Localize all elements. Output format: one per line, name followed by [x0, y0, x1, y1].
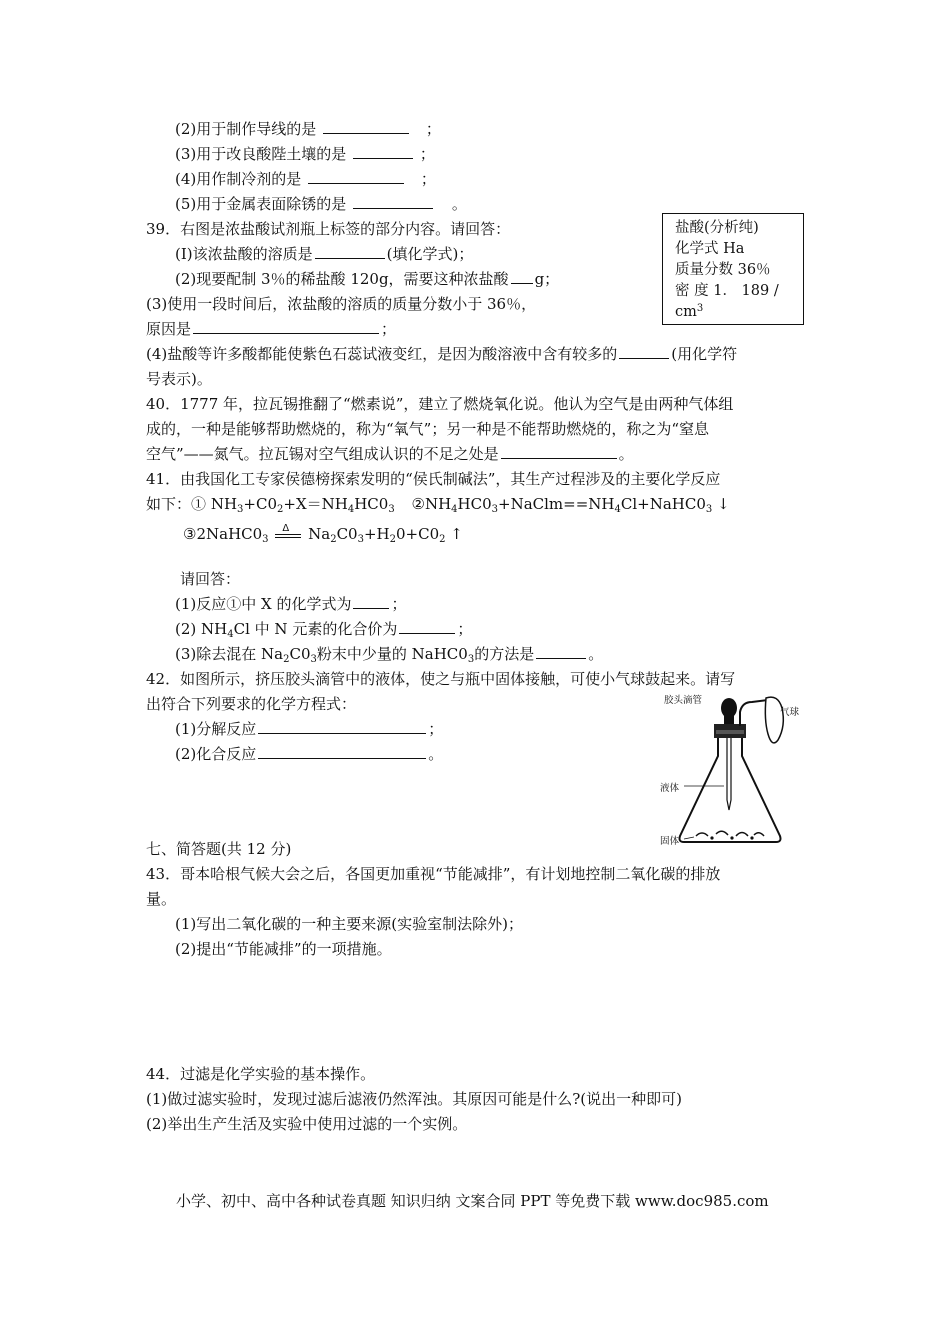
- q40-line-3: 空气”——氮气。拉瓦锡对空气组成认识的不足之处是 。: [146, 445, 634, 463]
- section-7-title: 七、简答题(共 12 分): [146, 840, 292, 858]
- q43-line-2: 量。: [146, 890, 177, 908]
- label-dropper: 胶头滴管: [664, 695, 703, 706]
- q39-part-4: (4)盐酸等许多酸都能使紫色石蕊试液变红，是因为酸溶液中含有较多的 (用化学符: [146, 345, 738, 363]
- answer-blank[interactable]: [536, 643, 586, 659]
- q41-ask: 请回答：: [180, 570, 241, 588]
- q38-item-3: (3)用于改良酸陛土壤的是 ；: [175, 145, 435, 163]
- q42-line-2: 出符合下列要求的化学方程式：: [146, 695, 357, 713]
- answer-blank[interactable]: [399, 618, 455, 634]
- heat-condition-arrow: Δ: [273, 528, 303, 542]
- q41-equation-3: $③2NaHC0_3$ Δ $Na_2C0_3+H_20+C0_2$ ↑: [183, 523, 463, 545]
- q41-part-1: (1)反应①中 X 的化学式为 ；: [175, 595, 407, 613]
- equation-1: $NH_3+C0_2+X=NH_4HC0_3$: [210, 495, 395, 515]
- label-density: 密 度 1． 189 /: [675, 283, 779, 299]
- label-solid: 固体: [660, 836, 680, 847]
- answer-blank[interactable]: [353, 193, 433, 209]
- q44-line-1: 44．过滤是化学实验的基本操作。: [146, 1065, 376, 1083]
- answer-blank[interactable]: [353, 593, 389, 609]
- q38-item-2: (2)用于制作导线的是 ；: [175, 120, 441, 138]
- q41-line-1: 41．由我国化工专家侯德榜探索发明的“侯氏制碱法”，其生产过程涉及的主要化学反应: [146, 470, 721, 488]
- label-formula: 化学式 Ha: [675, 241, 745, 257]
- q42-part-1: (1)分解反应 ；: [175, 720, 444, 738]
- q43-line-1: 43．哥本哈根气候大会之后，各国更加重视“节能减排”，有计划地控制二氧化碳的排放: [146, 865, 721, 883]
- q38-item-5: (5)用于金属表面除锈的是 。: [175, 195, 467, 213]
- q44-part-1: (1)做过滤实验时，发现过滤后滤液仍然浑浊。其原因可能是什么?(说出一种即可): [146, 1090, 682, 1108]
- answer-blank[interactable]: [511, 268, 533, 284]
- equation-3: $2NaHC0_3$: [196, 525, 269, 545]
- q39-stem: 39．右图是浓盐酸试剂瓶上标签的部分内容。请回答：: [146, 220, 511, 238]
- q43-part-2: (2)提出“节能减排”的一项措施。: [175, 940, 392, 958]
- q39-part-1: (I)该浓盐酸的溶质是 (填化学式)；: [175, 245, 474, 263]
- q41-equations-1-2: 如下：① $NH_3+C0_2+X=NH_4HC0_3$ $②NH_4HC0_3+NaClm==NH_4Cl+NaHC0_3$ ↓: [146, 495, 730, 515]
- label-density-unit: $cm^3$: [675, 303, 704, 320]
- q42-part-2: (2)化合反应 。: [175, 745, 444, 763]
- q39-part-4-cont: 号表示)。: [146, 370, 212, 388]
- label-mass-fraction: 质量分数 36％: [675, 262, 771, 278]
- q39-part-3: (3)使用一段时间后，浓盐酸的溶质的质量分数小于 36％，: [146, 295, 537, 313]
- label-liquid: 液体: [660, 783, 680, 794]
- answer-blank[interactable]: [353, 143, 413, 159]
- q40-line-2: 成的，一种是能够帮助燃烧的，称为“氧气”；另一种是不能帮助燃烧的，称之为“窒息: [146, 420, 710, 438]
- reagent-label-box: [662, 213, 804, 325]
- q44-part-2: (2)举出生产生活及实验中使用过滤的一个实例。: [146, 1115, 468, 1133]
- page-footer: 小学、初中、高中各种试卷真题 知识归纳 文案合同 PPT 等免费下载 www.doc985.com: [176, 1192, 769, 1210]
- q39-part-2: (2)现要配制 3％的稀盐酸 120g，需要这种浓盐酸 g；: [175, 270, 560, 288]
- equation-2: $NH_4HC0_3+NaClm==NH_4Cl+NaHC0_3$ ↓: [424, 495, 730, 515]
- answer-blank[interactable]: [501, 443, 617, 459]
- q40-line-1: 40．1777 年，拉瓦锡推翻了“燃素说”，建立了燃烧氧化说。他认为空气是由两种气体组: [146, 395, 734, 413]
- answer-blank[interactable]: [193, 318, 379, 334]
- q41-part-3: (3)除去混在 $Na_2C0_3$粉末中少量的 $NaHC0_3$的方法是 。: [175, 645, 604, 665]
- q43-part-1: (1)写出二氧化碳的一种主要来源(实验室制法除外)；: [175, 915, 523, 933]
- answer-blank[interactable]: [315, 243, 385, 259]
- answer-blank[interactable]: [308, 168, 404, 184]
- label-balloon: 气球: [780, 707, 800, 718]
- label-title: 盐酸(分析纯): [675, 220, 759, 236]
- answer-blank[interactable]: [258, 743, 426, 759]
- q38-item-4: (4)用作制冷剂的是 ；: [175, 170, 436, 188]
- flask-apparatus-figure: [656, 690, 806, 850]
- answer-blank[interactable]: [619, 343, 669, 359]
- q42-line-1: 42．如图所示，挤压胶头滴管中的液体，使之与瓶中固体接触，可使小气球鼓起来。请写: [146, 670, 736, 688]
- answer-blank[interactable]: [258, 718, 426, 734]
- q41-part-2: (2) $NH_4Cl$ 中 N 元素的化合价为 ；: [175, 620, 473, 640]
- q39-part-3-cont: 原因是 ；: [146, 320, 397, 338]
- answer-blank[interactable]: [323, 118, 409, 134]
